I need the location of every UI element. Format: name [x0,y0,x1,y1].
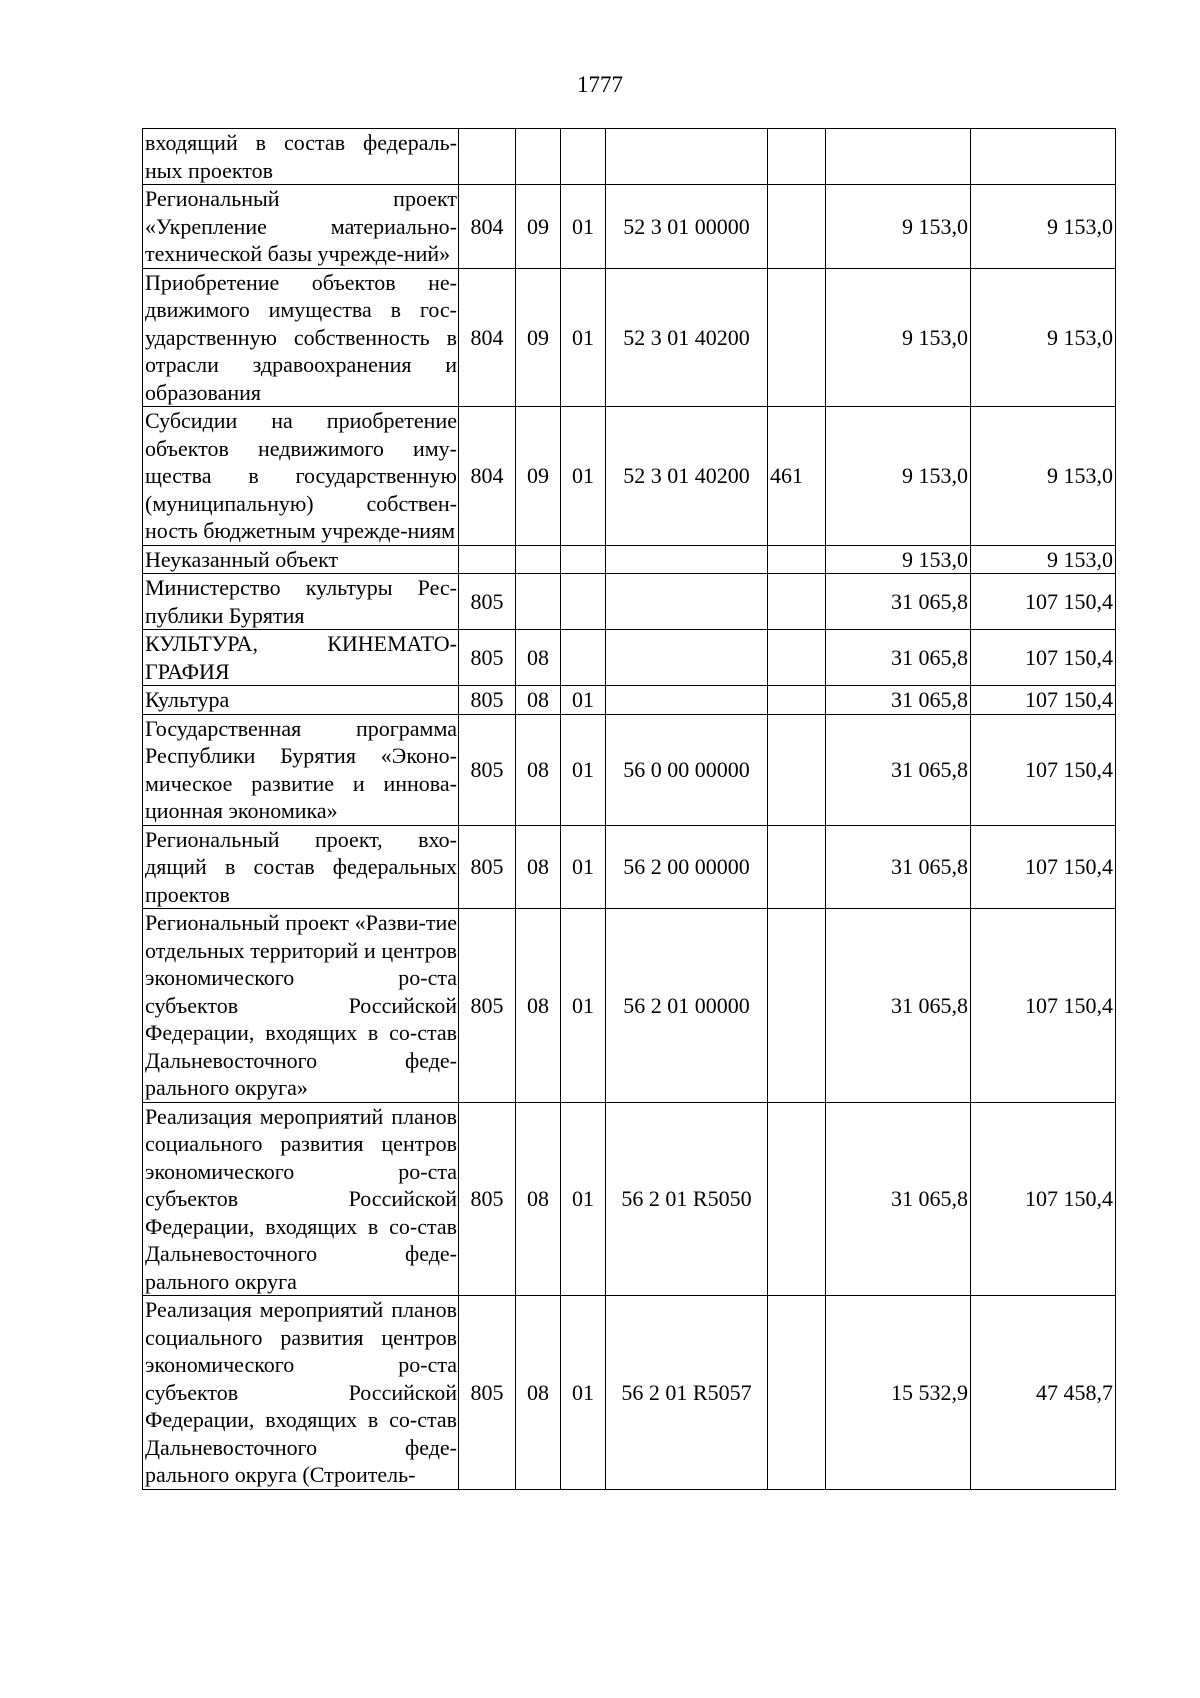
expense-type [768,545,826,574]
target-article: 52 3 01 00000 [606,185,768,269]
row-name: Министерство культуры Рес-публики Бурятия [143,574,459,630]
subsection-code: 01 [561,185,606,269]
subsection-code: 01 [561,407,606,546]
target-article: 56 2 00 00000 [606,825,768,909]
expense-type [768,825,826,909]
target-article: 52 3 01 40200 [606,407,768,546]
amount-first: 15 532,9 [826,1296,971,1490]
section-code: 09 [516,185,561,269]
expense-type [768,268,826,407]
section-code: 08 [516,909,561,1103]
amount-first: 9 153,0 [826,407,971,546]
amount-first: 31 065,8 [826,825,971,909]
ministry-code: 804 [459,407,516,546]
subsection-code: 01 [561,909,606,1103]
section-code: 08 [516,1102,561,1296]
amount-second [971,129,1116,185]
amount-first: 9 153,0 [826,545,971,574]
table-row [143,909,1116,1103]
subsection-code [561,574,606,630]
amount-second: 107 150,4 [971,686,1116,715]
amount-second: 9 153,0 [971,407,1116,546]
table-row [143,185,1116,269]
amount-first [826,129,971,185]
expense-type [768,714,826,825]
table-row [143,1102,1116,1296]
target-article [606,574,768,630]
expense-type [768,574,826,630]
ministry-code: 805 [459,686,516,715]
target-article [606,129,768,185]
table-row [143,825,1116,909]
subsection-code [561,630,606,686]
section-code: 09 [516,268,561,407]
target-article: 56 2 01 R5050 [606,1102,768,1296]
amount-second: 9 153,0 [971,185,1116,269]
amount-second: 107 150,4 [971,714,1116,825]
section-code: 08 [516,686,561,715]
amount-first: 31 065,8 [826,909,971,1103]
row-name: входящий в состав федераль-ных проектов [143,129,459,185]
target-article [606,630,768,686]
budget-table [142,128,1116,1490]
amount-second: 107 150,4 [971,825,1116,909]
section-code: 08 [516,630,561,686]
subsection-code: 01 [561,825,606,909]
ministry-code: 805 [459,714,516,825]
expense-type [768,686,826,715]
amount-second: 107 150,4 [971,574,1116,630]
subsection-code: 01 [561,1102,606,1296]
target-article: 52 3 01 40200 [606,268,768,407]
target-article [606,545,768,574]
expense-type [768,630,826,686]
amount-first: 31 065,8 [826,574,971,630]
ministry-code: 805 [459,909,516,1103]
ministry-code [459,545,516,574]
ministry-code: 805 [459,574,516,630]
ministry-code: 805 [459,1102,516,1296]
section-code: 08 [516,1296,561,1490]
row-name: Государственная программа Республики Бурятия «Эконо-мическое развитие и иннова-ционная экономика» [143,714,459,825]
ministry-code: 804 [459,185,516,269]
section-code [516,545,561,574]
section-code: 09 [516,407,561,546]
section-code: 08 [516,714,561,825]
row-name: Региональный проект, вхо-дящий в состав федеральных проектов [143,825,459,909]
amount-first: 31 065,8 [826,630,971,686]
table-row [143,268,1116,407]
expense-type [768,185,826,269]
amount-first: 9 153,0 [826,268,971,407]
expense-type [768,129,826,185]
row-name: Субсидии на приобретение объектов недвижимого иму-щества в государственную (муниципальную) собствен-ность бюджетным учрежде-ниям [143,407,459,546]
amount-second: 9 153,0 [971,545,1116,574]
section-code: 08 [516,825,561,909]
row-name: Реализация мероприятий планов социального развития центров экономического ро-ста субъектов Российской Федерации, входящих в со-став Дальневосточного феде-рального округа [143,1102,459,1296]
subsection-code: 01 [561,268,606,407]
target-article [606,686,768,715]
row-name: Региональный проект «Укрепление материально-технической базы учрежде-ний» [143,185,459,269]
table-row [143,574,1116,630]
subsection-code: 01 [561,1296,606,1490]
row-name: Реализация мероприятий планов социального развития центров экономического ро-ста субъектов Российской Федерации, входящих в со-став Дальневосточного феде-рального округа (Строитель- [143,1296,459,1490]
table-row [143,545,1116,574]
amount-second: 107 150,4 [971,1102,1116,1296]
amount-second: 47 458,7 [971,1296,1116,1490]
amount-first: 9 153,0 [826,185,971,269]
ministry-code [459,129,516,185]
page-number: 1777 [577,72,623,97]
subsection-code: 01 [561,686,606,715]
ministry-code: 804 [459,268,516,407]
amount-first: 31 065,8 [826,1102,971,1296]
ministry-code: 805 [459,825,516,909]
table-row [143,630,1116,686]
ministry-code: 805 [459,1296,516,1490]
expense-type: 461 [768,407,826,546]
section-code [516,129,561,185]
table-row [143,129,1116,185]
amount-first: 31 065,8 [826,714,971,825]
target-article: 56 2 01 R5057 [606,1296,768,1490]
amount-first: 31 065,8 [826,686,971,715]
subsection-code [561,545,606,574]
ministry-code: 805 [459,630,516,686]
row-name: Приобретение объектов не-движимого имущества в гос-ударственную собственность в отрасли здравоохранения и образования [143,268,459,407]
row-name: Культура [143,686,459,715]
target-article: 56 2 01 00000 [606,909,768,1103]
section-code [516,574,561,630]
expense-type [768,1102,826,1296]
subsection-code [561,129,606,185]
row-name: Неуказанный объект [143,545,459,574]
row-name: Региональный проект «Разви-тие отдельных территорий и центров экономического ро-ста субъектов Российской Федерации, входящих в со-став Дальневосточного феде-рального округа» [143,909,459,1103]
table-row [143,714,1116,825]
expense-type [768,909,826,1103]
amount-second: 107 150,4 [971,909,1116,1103]
table-row [143,686,1116,715]
amount-second: 107 150,4 [971,630,1116,686]
row-name: КУЛЬТУРА, КИНЕМАТО-ГРАФИЯ [143,630,459,686]
expense-type [768,1296,826,1490]
target-article: 56 0 00 00000 [606,714,768,825]
table-row [143,407,1116,546]
amount-second: 9 153,0 [971,268,1116,407]
table-row [143,1296,1116,1490]
subsection-code: 01 [561,714,606,825]
